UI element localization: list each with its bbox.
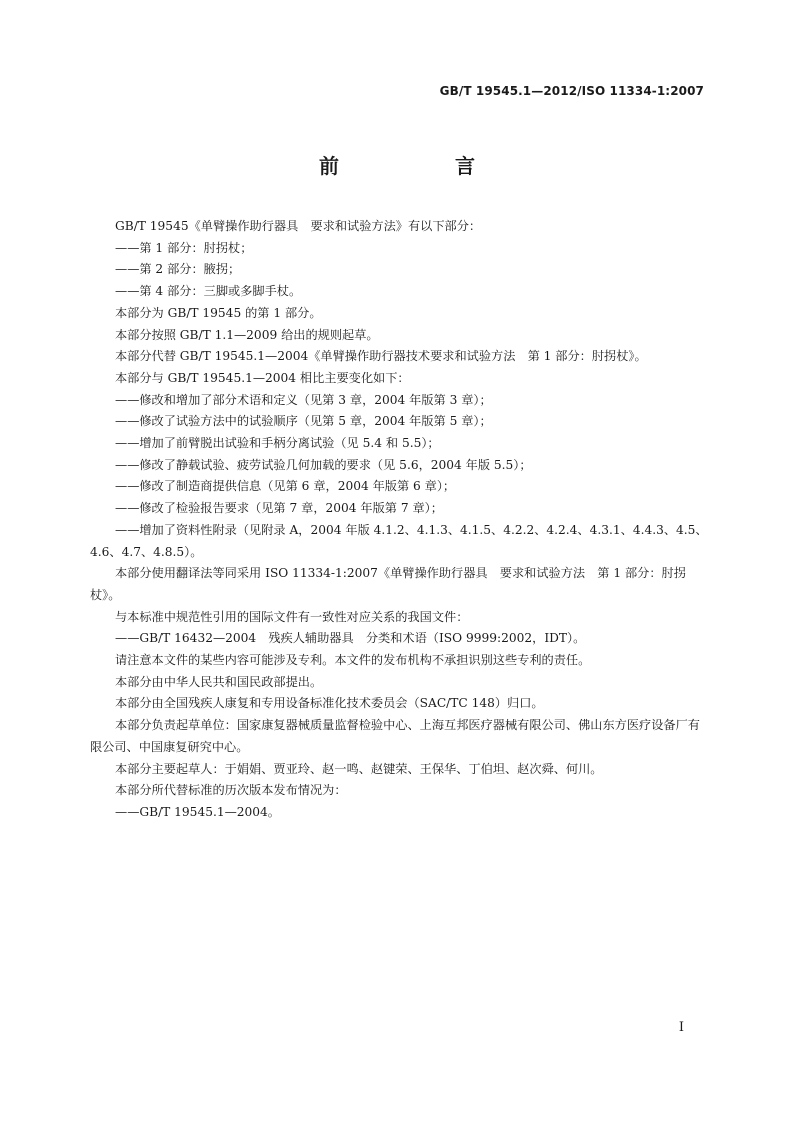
paragraph: 本部分为 GB/T 19545 的第 1 部分。 (115, 305, 322, 320)
paragraph: 本部分使用翻译法等同采用 ISO 11334-1:2007《单臂操作助行器具 要求和试验方法 第 1 部分：肘拐杖》。 (90, 566, 686, 602)
paragraph: 本部分由全国残疾人康复和专用设备标准化技术委员会（SAC/TC 148）归口。 (115, 696, 544, 711)
paragraph: 本部分与 GB/T 19545.1—2004 相比主要变化如下： (115, 370, 410, 385)
paragraph: 本部分由中华人民共和国民政部提出。 (115, 674, 323, 689)
list-item: ——第 1 部分：肘拐杖； (115, 240, 253, 255)
list-item: ——修改了检验报告要求（见第 7 章，2004 年版第 7 章）； (115, 501, 443, 516)
page-number: I (678, 1020, 684, 1035)
paragraph: 本部分负责起草单位：国家康复器械质量监督检验中心、上海互邦医疗器械有限公司、佛山东方医疗设备厂有限公司、中国康复研究中心。 (90, 718, 700, 754)
list-item: ——增加了资料性附录（见附录 A，2004 年版 4.1.2、4.1.3、4.1.5、4.2.2、4.2.4、4.3.1、4.4.3、4.5、4.6、4.7、4.8.5）。 (90, 522, 708, 559)
paragraph: 本部分所代替标准的历次版本发布情况为： (115, 783, 347, 798)
paragraph: 请注意本文件的某些内容可能涉及专利。本文件的发布机构不承担识别这些专利的责任。 (115, 653, 591, 668)
list-item: ——GB/T 16432—2004 残疾人辅助器具 分类和术语（ISO 9999:2002，IDT）。 (115, 631, 586, 646)
foreword-title: 前 言 (319, 154, 523, 178)
list-item: ——修改和增加了部分术语和定义（见第 3 章，2004 年版第 3 章）； (115, 392, 492, 407)
list-item: ——GB/T 19545.1—2004。 (115, 804, 280, 819)
list-item: ——修改了试验方法中的试验顺序（见第 5 章，2004 年版第 5 章）； (115, 414, 492, 429)
paragraph: 与本标准中规范性引用的国际文件有一致性对应关系的我国文件： (115, 609, 469, 624)
paragraph: GB/T 19545《单臂操作助行器具 要求和试验方法》有以下部分： (115, 219, 482, 233)
paragraph: 本部分代替 GB/T 19545.1—2004《单臂操作助行器技术要求和试验方法 第 1 部分：肘拐杖》。 (115, 349, 647, 364)
paragraph: 本部分主要起草人：于娟娟、贾亚玲、赵一鸣、赵键荣、王保华、丁伯坦、赵次舜、何川。 (115, 761, 603, 776)
standard-code-header: GB/T 19545.1—2012/ISO 11334-1:2007 (439, 84, 704, 98)
list-item: ——第 2 部分：腋拐； (115, 262, 241, 277)
foreword-body (90, 216, 708, 824)
paragraph: 本部分按照 GB/T 1.1—2009 给出的规则起草。 (115, 327, 379, 342)
list-item: ——第 4 部分：三脚或多脚手杖。 (115, 284, 302, 299)
list-item: ——修改了静载试验、疲劳试验几何加载的要求（见 5.6，2004 年版 5.5）； (115, 457, 532, 472)
list-item: ——修改了制造商提供信息（见第 6 章，2004 年版第 6 章）； (115, 479, 456, 494)
list-item: ——增加了前臂脱出试验和手柄分离试验（见 5.4 和 5.5）； (115, 436, 440, 451)
